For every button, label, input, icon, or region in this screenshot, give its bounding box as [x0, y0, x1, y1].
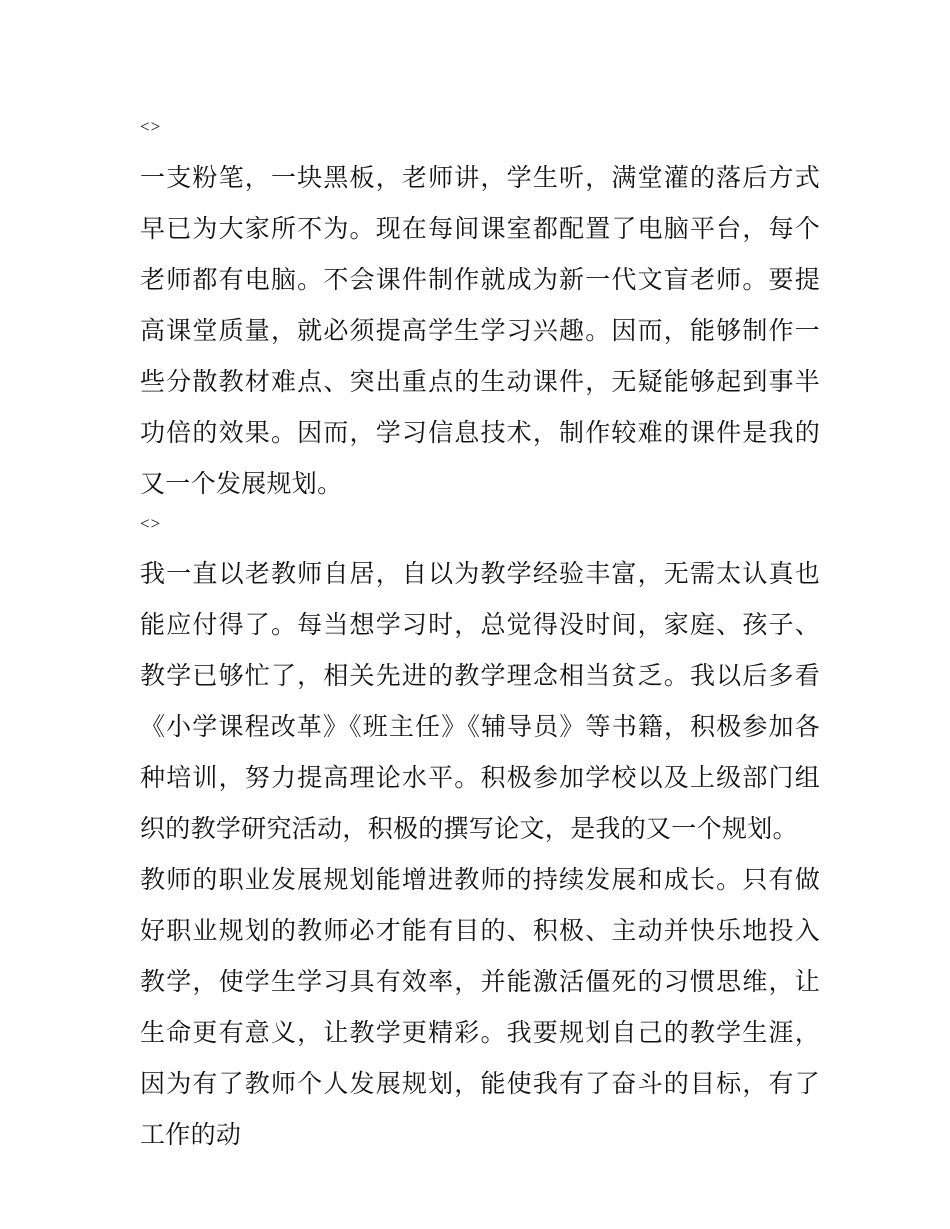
paragraph-career-plan: 教师的职业发展规划能增进教师的持续发展和成长。只有做好职业规划的教师必才能有目的、积极、主动并快乐地投入教学，使学生学习具有效率，并能激活僵死的习惯思维，让生命更有意义，让教学更精彩。我要规划自己的教学生涯，因为有了教师个人发展规划，能使我有了奋斗的目标，有了工作的动	[140, 865, 820, 1149]
section-marker: <>	[140, 514, 162, 533]
paragraph-courseware-plan: 一支粉笔，一块黑板，老师讲，学生听，满堂灌的落后方式早已为大家所不为。现在每间课室都配置了电脑平台，每个老师都有电脑。不会课件制作就成为新一代文盲老师。要提高课堂质量，就必须提高学生学习兴趣。因而，能够制作一些分散教材难点、突出重点的生动课件，无疑能够起到事半功倍的效果。因而，学习信息技术，制作较难的课件是我的又一个发展规划。	[140, 163, 820, 498]
paragraph-learning-plan: 我一直以老教师自居，自以为教学经验丰富，无需太认真也能应付得了。每当想学习时，总觉得没时间，家庭、孩子、教学已够忙了，相关先进的教学理念相当贫乏。我以后多看《小学课程改革》《班主任》《辅导员》等书籍，积极参加各种培训，努力提高理论水平。积极参加学校以及上级部门组织的教学研究活动，积极的撰写论文，是我的又一个规划。	[140, 559, 820, 843]
section-marker: <>	[140, 117, 162, 136]
